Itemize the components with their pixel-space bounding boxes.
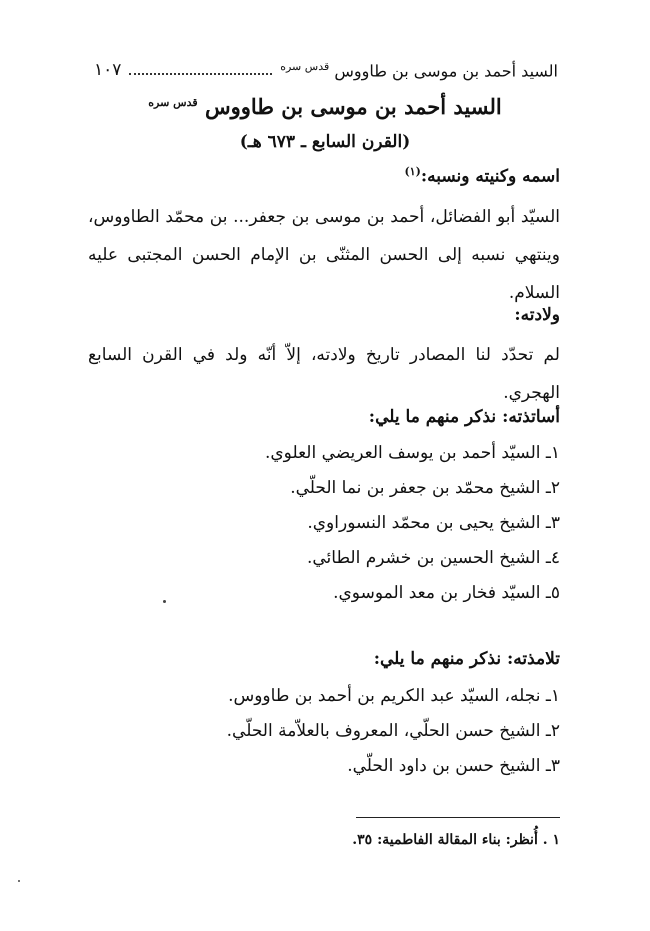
biography-title-honorific: قدس سره — [148, 96, 198, 109]
birth-heading: ولادته: — [514, 305, 560, 325]
footnote-text: ١ . أُنظر: بناء المقالة الفاطمية: ٣٥. — [352, 832, 560, 848]
biography-title-text: السيد أحمد بن موسى بن طاووس — [204, 94, 502, 119]
student-item: ٢ـ الشيخ حسن الحلّي، المعروف بالعلاّمة الحلّي. — [226, 721, 560, 741]
biography-title — [0, 94, 650, 119]
students-heading: تلامذته: نذكر منهم ما يلي: — [373, 649, 560, 669]
scan-speck — [18, 880, 20, 882]
name-lineage-heading — [404, 165, 560, 187]
name-lineage-heading-text: اسمه وكنيته ونسبه: — [420, 166, 560, 187]
running-title-text: السيد أحمد بن موسى بن طاووس — [334, 61, 558, 81]
birth-paragraph: لم تحدّد لنا المصادر تاريخ ولادته، إلاّ أنّه ولد في القرن السابع الهجري. — [88, 345, 560, 403]
teacher-item: ١ـ السيّد أحمد بن يوسف العريضي العلوي. — [264, 443, 560, 463]
name-lineage-paragraph: السيّد أبو الفضائل، أحمد بن موسى بن جعفر... بن محمّد الطاووس، وينتهي نسبه إلى الحسن المثنّى بن الإمام الحسن المجتبى عليه السلام. — [88, 207, 560, 303]
teachers-heading: أساتذته: نذكر منهم ما يلي: — [368, 407, 560, 427]
footnote-marker: (١) — [404, 165, 421, 178]
teachers-list — [265, 436, 560, 611]
page-number: ١٠٧ — [94, 60, 122, 80]
teacher-item: ٤ـ الشيخ الحسين بن خشرم الطائي. — [306, 548, 560, 568]
students-list — [227, 679, 560, 784]
running-header — [94, 58, 558, 82]
running-title-honorific: قدس سره — [280, 59, 330, 73]
century-subtitle: (القرن السابع ـ ٦٧٣ هـ) — [239, 132, 411, 152]
teacher-item: ٥ـ السيّد فخار بن معد الموسوي. — [333, 583, 560, 603]
running-title — [280, 60, 558, 80]
teacher-item: ٣ـ الشيخ يحيى بن محمّد النسوراوي. — [307, 513, 560, 533]
leader-dots — [129, 65, 272, 75]
footnote-separator — [356, 817, 560, 818]
student-item: ١ـ نجله، السيّد عبد الكريم بن أحمد بن طاووس. — [228, 686, 560, 706]
student-item: ٣ـ الشيخ حسن بن داود الحلّي. — [347, 756, 560, 776]
scan-speck — [163, 600, 166, 603]
teacher-item: ٢ـ الشيخ محمّد بن جعفر بن نما الحلّي. — [290, 478, 560, 498]
